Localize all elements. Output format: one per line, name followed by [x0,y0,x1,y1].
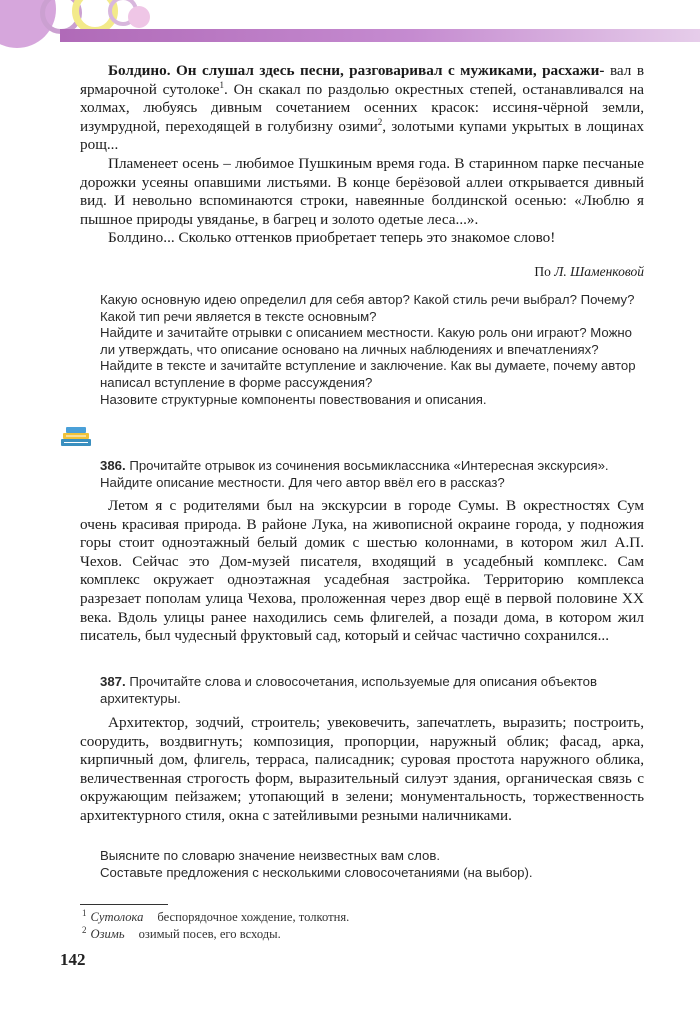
page-number: 142 [60,950,86,969]
attribution [300,264,644,280]
decor-circle [128,6,150,28]
text-span: , золотыми купами укрытых в лощинах рощ... [80,117,644,154]
tasks-list [100,848,644,881]
header-bar [60,29,700,42]
vocabulary-paragraph: Архитектор, зодчий, строитель; увековечить, запечатлеть, выразить; построить, соорудить, воздвигнуть; композиция, пропорции, наружный облик; фасад, арка, кирпичный дом, флигель, терраса, палисадник; суровая простота наружного облика, величественная строгость форм, выразительный силуэт здания, органическая связь с окружающим пейзажем; утопающий в зелени; монументальность, торжественность архитектурного стиля, окна с затейливыми резными наличниками. [80,714,644,824]
question: Какую основную идею определил для себя автор? Какой стиль речи выбрал? Почему? [100,292,635,307]
footnote-2 [82,926,582,943]
footnote-number: 2 [82,924,87,935]
question: Какой тип речи является в тексте основным? [100,308,377,324]
exercise-number: 386. [100,458,126,473]
footnote-term: Озимь [90,927,125,941]
footnote-number: 1 [82,907,87,918]
footnotes [82,909,582,943]
footnote-1 [82,909,582,926]
task: Выясните по словарю значение неизвестных вам слов. [100,848,441,863]
exercise-387 [100,674,644,707]
footnote-term: Сутолока [90,910,144,924]
attribution-author: Л. Шаменковой [554,264,644,279]
text-span: . Он скакал по раздолью окрестных степей, останавливался на холмах, любуясь дивным сочетанием осенних красок: иссиня-чёрной земли, изумрудной, переходящей в голубизну озими [80,80,644,135]
paragraph-autumn: Пламенеет осень – любимое Пушкиным время года. В старинном парке песчаные дорожки усеяны опавшими листьями. В конце берёзовой аллеи открывается дивный вид. И невольно вспоминаются строки, навеянные болдинской осенью: «Люблю я пышное природы увяданье, в багрец и золото одетые леса...». [80,154,644,228]
attribution-prefix: По [534,264,555,279]
exercise-text: Прочитайте слова и словосочетания, используемые для описания объектов архитектуры. [100,674,597,706]
paragraph-boldino [80,62,644,155]
footnote-definition: беспорядочное хождение, толкотня. [157,910,350,924]
footnote-definition: озимый посев, его всходы. [138,927,281,941]
vocabulary-list [80,714,644,826]
text-span: вал в ярмарочной сутолоке [80,62,644,98]
question: Найдите и зачитайте отрывки с описанием местности. Какую роль они играют? Можно ли утверждать, что описание основано на личных наблюдениях и впечатлениях? [100,325,633,357]
book-stack-icon [58,424,94,448]
question: Назовите структурные компоненты повествования и описания. [100,391,487,407]
essay-excerpt [80,497,644,646]
exercise-text: Прочитайте отрывок из сочинения восьмиклассника «Интересная экскурсия». Найдите описание местности. Для чего автор ввёл его в рассказ? [100,458,609,490]
exercise-386 [100,458,644,491]
footnote-divider [80,904,168,905]
footnote-ref-2[interactable]: 2 [377,116,383,127]
task: Составьте предложения с несколькими словосочетаниями (на выбор). [100,864,533,880]
lead-sentence: Болдино. Он слушал здесь песни, разговаривал с мужиками, расхажи- [108,62,605,79]
questions-list [100,292,644,408]
question: Найдите в тексте и зачитайте вступление и заключение. Как вы думаете, почему автор написал вступление в форме рассуждения? [100,358,636,390]
opening-text [80,62,644,248]
exercise-number: 387. [100,674,126,689]
paragraph-closing: Болдино... Сколько оттенков приобретает теперь это знакомое слово! [108,229,556,247]
essay-paragraph: Летом я с родителями был на экскурсии в городе Сумы. В окрестностях Сум очень красивая природа. В районе Лука, на живописной окраине города, у подножия горы стоит одноэтажный белый домик с шестью колоннами, в котором жил А.П. Чехов. Сейчас это Дом-музей писателя, входящий в усадебный комплекс. Сам комплекс окружает одноэтажная усадебная застройка. Территорию комплекса разрезает пополам улица Чехова, проложенная через двор ещё в первой половине XX века. Вдоль улицы ранее находились семь флигелей, а позади дома, в котором жил писатель, был чудесный фруктовый сад, который и сейчас частично сохранился... [80,497,644,645]
footnote-ref-1[interactable]: 1 [219,79,225,90]
